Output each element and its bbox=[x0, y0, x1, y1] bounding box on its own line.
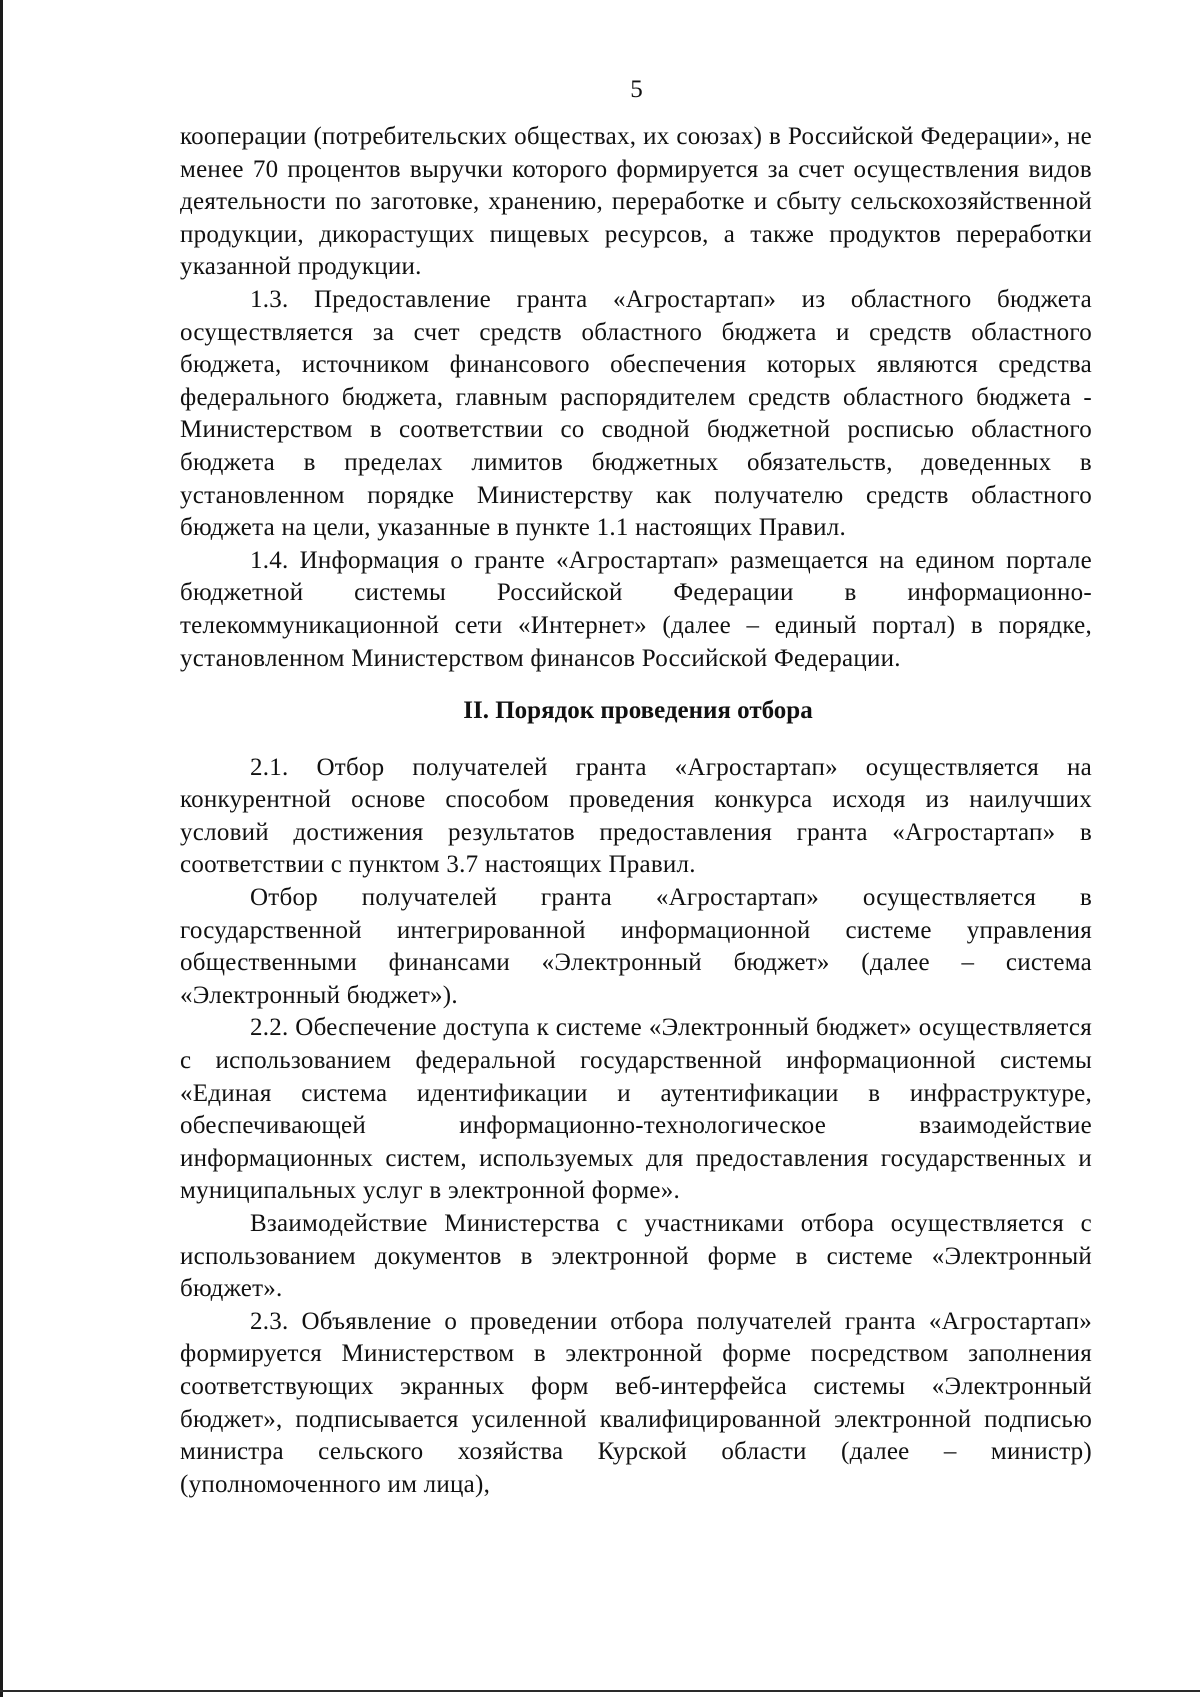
document-body bbox=[180, 121, 1092, 1501]
paragraph-2-1: 2.1. Отбор получателей гранта «Агростартап» осуществляется на конкурентной основе способом проведения конкурса исходя из наилучших условий достижения результатов предоставления гранта «Агростартап» в соответствии с пунктом 3.7 настоящих Правил. bbox=[180, 753, 1092, 879]
scan-edge-left bbox=[0, 0, 3, 1697]
paragraph-2-2-interaction: Взаимодействие Министерства с участниками отбора осуществляется с использованием документов в электронной форме в системе «Электронный бюджет». bbox=[180, 1210, 1092, 1303]
paragraph-2-2: 2.2. Обеспечение доступа к системе «Электронный бюджет» осуществляется с использованием федеральной государственной информационной системы «Единая система идентификации и аутентификации в инфраструктуре, обеспечивающей информационно-технологическое взаимодействие информационных систем, используемых для предоставления государственных и муниципальных услуг в электронной форме». bbox=[180, 1014, 1092, 1205]
scan-edge-bottom bbox=[0, 1690, 1200, 1692]
page-number: 5 bbox=[630, 76, 643, 103]
section-heading: II. Порядок проведения отбора bbox=[463, 697, 813, 725]
paragraph-1-4: 1.4. Информация о гранте «Агростартап» размещается на едином портале бюджетной системы Российской Федерации в информационно-телекоммуникационной сети «Интернет» (далее – единый портал) в порядке, установленном Министерством финансов Российской Федерации. bbox=[180, 546, 1092, 672]
paragraph-continuation: кооперации (потребительских обществах, их союзах) в Российской Федерации», не менее 70 процентов выручки которого формируется за счет осуществления видов деятельности по заготовке, хранению, переработке и сбыту сельскохозяйственной продукции, дикорастущих пищевых ресурсов, а также продуктов переработки указанной продукции. bbox=[180, 123, 1092, 281]
paragraph-2-3: 2.3. Объявление о проведении отбора получателей гранта «Агростартап» формируется Министерством в электронной форме посредством заполнения соответствующих экранных форм веб-интерфейса системы «Электронный бюджет», подписывается усиленной квалифицированной электронной подписью министра сельского хозяйства Курской области (далее – министр) (уполномоченного им лица), bbox=[180, 1307, 1092, 1498]
paragraph-1-3: 1.3. Предоставление гранта «Агростартап» из областного бюджета осуществляется за счет средств областного бюджета и средств областного бюджета, источником финансового обеспечения которых являются средства федерального бюджета, главным распорядителем средств областного бюджета - Министерством в соответствии со сводной бюджетной росписью областного бюджета в пределах лимитов бюджетных обязательств, доведенных в установленном порядке Министерству как получателю средств областного бюджета на цели, указанные в пункте 1.1 настоящих Правил. bbox=[180, 285, 1092, 542]
paragraph-2-1-selection: Отбор получателей гранта «Агростартап» осуществляется в государственной интегрированной информационной системе управления общественными финансами «Электронный бюджет» (далее – система «Электронный бюджет»). bbox=[180, 884, 1092, 1009]
